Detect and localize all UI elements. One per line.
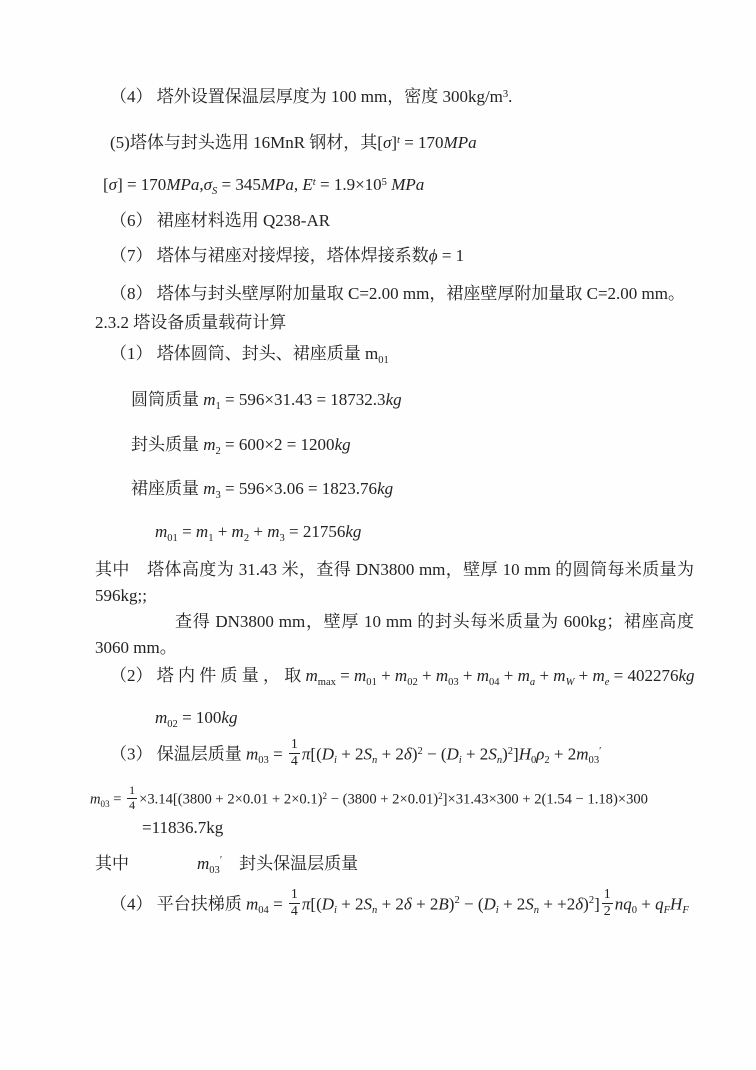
line-item2-internals: （2） 塔 内 件 质 量 ， 取 $m_{max} = m_{01} + m_{02} + m_{03} + m_{04} + m_a + m_W + m_e = 402276kg$ [110, 666, 695, 688]
section-heading-2-3-2: 2.3.2 塔设备质量载荷计算 [95, 313, 287, 332]
line-m01-total: $m_{01} = m_1 + m_2 + m_3 = 21756kg$ [155, 522, 362, 544]
line-sigma-values: $[\sigma] = 170MPa,\sigma_S = 345MPa$, $E^t = 1.9\times 10^5$ MPa [103, 175, 425, 197]
line-m03-prime-note: 其中 $m_{03}'$ 封头保温层质量 [95, 853, 359, 876]
line-item6-skirt-material: （6） 裙座材料选用 Q238-AR [110, 211, 331, 230]
line-m03-calculation: $m_{03}$ = $\frac{1}{4}$ $\times 3.14[(3800 + 2\times 0.01 + 2\times 0.1)^2 - (3800 + 2\times 0.01)^2]\times 31.43\times 300 + 2(1.54 - 1.18)\times 300$ [90, 783, 648, 812]
line-skirt-mass: 裙座质量 $m_3 = 596\times 3.06 = 1823.76kg$ [131, 479, 394, 501]
paragraph-note-head: 查得 DN3800 mm，壁厚 10 mm 的封头每米质量为 600kg；裙座高度 3060 mm。 [95, 612, 694, 657]
line-item3-insulation-formula: （3） 保温层质量 $m_{03}$ = $\frac{1}{4}$ $\pi[(D_i + 2S_n + 2\delta)^2 - (D_i + 2S_n)^2]H_0\rho_2 + 2m_{03}'$ [110, 737, 602, 770]
paragraph-note-cylinder: 其中 塔体高度为 31.43 米，查得 DN3800 mm，壁厚 10 mm 的圆筒每米质量为 596kg;; [95, 560, 694, 605]
line-m03-result: =11836.7kg [142, 817, 224, 837]
line-item4-insulation: （4） 塔外设置保温层厚度为 100 mm，密度 $300kg/m^3$. [110, 87, 513, 106]
line-item8-allowance: （8） 塔体与封头壁厚附加量取 C=2.00 mm，裙座壁厚附加量取 C=2.00 mm。 [110, 284, 685, 303]
line-cylinder-mass: 圆筒质量 $m_1 = 596\times 31.43 = 18732.3kg$ [131, 390, 402, 412]
line-item7-welding: （7） 塔体与裙座对接焊接，塔体焊接系数ϕ = 1 [110, 246, 465, 265]
line-item5-steel: (5)塔体与封头选用 16MnR 钢材，其$[\sigma]^t = 170MPa$ [110, 133, 477, 152]
line-item1-mass-title: （1） 塔体圆筒、封头、裙座质量 $m_{01}$ [110, 344, 389, 366]
line-m02-value: $m_{02} = 100kg$ [155, 708, 238, 730]
line-item4-platform-formula: （4） 平台扶梯质 $m_{04}$ = $\frac{1}{4}$ $\pi[(D_i + 2S_n + 2\delta + 2B)^2 - (D_i + 2S_n + +2\delta)^2]$ $\frac{1}{2}$ $nq_0 + q_FH_F$ [110, 886, 689, 919]
line-head-mass: 封头质量 $m_2 = 600\times 2 = 1200kg$ [131, 435, 351, 457]
